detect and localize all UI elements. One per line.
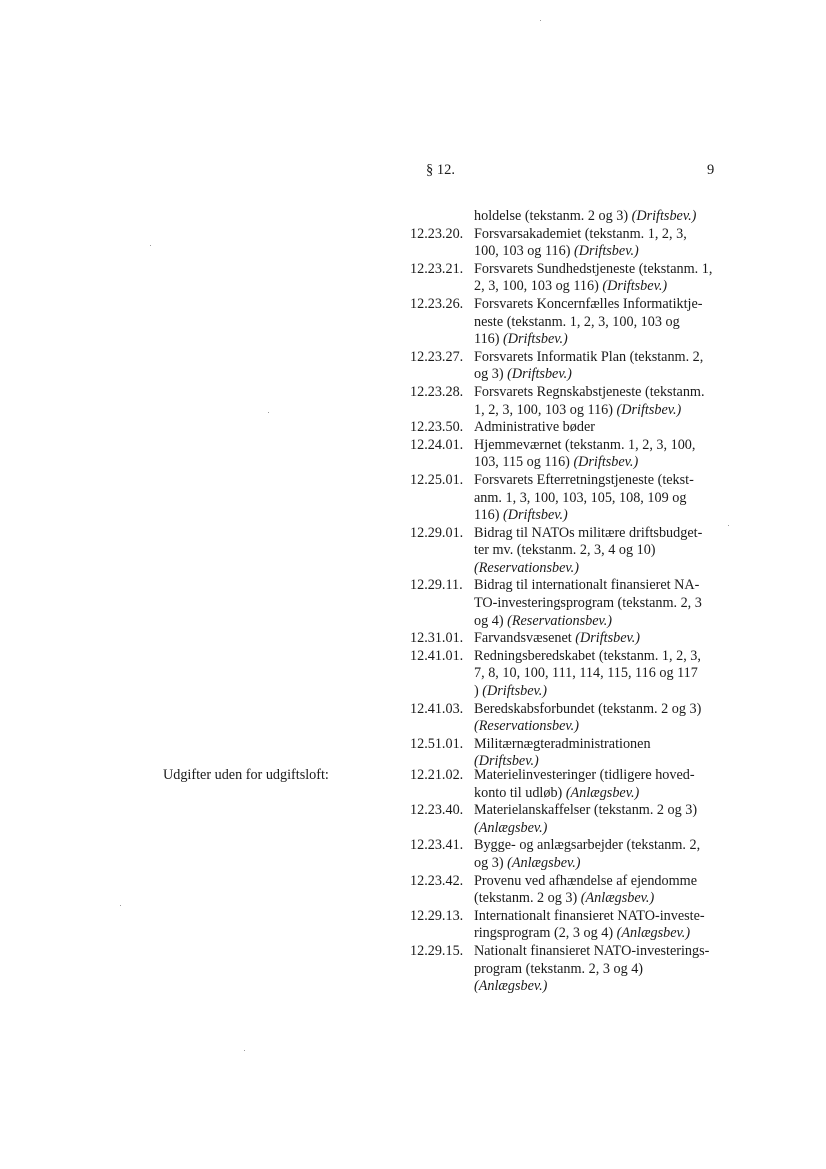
account-description <box>474 577 720 630</box>
appropriation-type: (Driftsbev.) <box>631 208 697 224</box>
appropriation-type: (Driftsbev.) <box>602 278 668 295</box>
account-description-text: Forsvarets Koncernfælles Informatiktje- neste (tekstanm. 1, 2, 3, 100, 103 og 116) <box>474 295 703 348</box>
account-description-text: Provenu ved afhændelse af ejendomme (tekstanm. 2 og 3) <box>474 872 697 907</box>
appropriation-type: (Anlægsbev.) <box>616 925 691 942</box>
scan-speck <box>120 905 121 906</box>
account-code: 12.41.01. <box>410 647 464 664</box>
account-list-outside-ceiling <box>410 767 720 996</box>
account-code: 12.24.01. <box>410 436 464 453</box>
account-description-text: Nationalt finansieret NATO-investerings- program (tekstanm. 2, 3 og 4) <box>474 942 710 977</box>
account-code: 12.29.13. <box>410 907 464 924</box>
account-entry <box>410 802 720 837</box>
account-entry <box>410 208 720 226</box>
appropriation-type: (Driftsbev.) <box>482 683 548 700</box>
appropriation-type: (Driftsbev.) <box>573 243 639 260</box>
account-entry <box>410 349 720 384</box>
account-entry <box>410 296 720 349</box>
account-description <box>474 837 720 872</box>
account-entry <box>410 701 720 736</box>
scan-speck <box>150 245 151 246</box>
account-entry <box>410 384 720 419</box>
account-description <box>474 384 720 419</box>
appropriation-type: (Reservationsbev.) <box>507 612 613 629</box>
account-entry <box>410 648 720 701</box>
account-code: 12.23.21. <box>410 260 464 277</box>
scan-speck <box>540 20 541 21</box>
account-description <box>474 943 720 996</box>
account-description <box>474 296 720 349</box>
account-description <box>474 349 720 384</box>
section-header: § 12. <box>426 162 455 178</box>
appropriation-type: (Anlægsbev.) <box>565 784 640 801</box>
account-entry <box>410 472 720 525</box>
account-description <box>474 437 720 472</box>
appropriation-type: (Anlægsbev.) <box>474 819 548 836</box>
account-entry <box>410 577 720 630</box>
account-code: 12.29.01. <box>410 524 464 541</box>
account-description-text: Beredskabsforbundet (tekstanm. 2 og 3) <box>474 700 702 717</box>
account-entry <box>410 908 720 943</box>
account-description-text: Forsvarets Regnskabstjeneste (tekstanm. 1, 2, 3, 100, 103 og 116) <box>474 383 705 418</box>
account-description-text: Internationalt finansieret NATO-investe- ringsprogram (2, 3 og 4) <box>474 907 705 942</box>
account-code: 12.23.28. <box>410 383 464 400</box>
account-entry <box>410 943 720 996</box>
account-description <box>474 261 720 296</box>
account-description-text: Forsvarets Efterretningstjeneste (tekst- anm. 1, 3, 100, 103, 105, 108, 109 og 116) <box>474 471 694 524</box>
account-code: 12.41.03. <box>410 700 464 717</box>
account-entry <box>410 261 720 296</box>
account-code: 12.21.02. <box>410 767 464 783</box>
account-list-within-ceiling <box>410 208 720 771</box>
account-description-text: Militærnægteradministrationen <box>474 735 651 752</box>
account-description <box>474 525 720 578</box>
account-code: 12.25.01. <box>410 471 464 488</box>
account-code: 12.31.01. <box>410 630 464 647</box>
account-code: 12.23.26. <box>410 295 464 312</box>
account-entry <box>410 736 720 771</box>
account-description <box>474 419 720 437</box>
appropriation-type: (Driftsbev.) <box>507 366 572 383</box>
account-code: 12.23.42. <box>410 872 464 889</box>
account-entry <box>410 419 720 437</box>
scan-speck <box>244 1050 245 1051</box>
appropriation-type: (Reservationsbev.) <box>474 559 579 576</box>
appropriation-type: (Driftsbev.) <box>575 630 641 647</box>
account-entry <box>410 525 720 578</box>
account-description-text: Forsvarets Sundhedstjeneste (tekstanm. 1, 2, 3, 100, 103 og 116) <box>474 260 713 295</box>
appropriation-type: (Driftsbev.) <box>503 507 568 524</box>
account-entry <box>410 837 720 872</box>
account-description <box>474 767 720 802</box>
account-description <box>474 908 720 943</box>
account-code: 12.29.15. <box>410 942 464 959</box>
account-entry <box>410 873 720 908</box>
account-code: 12.51.01. <box>410 735 464 752</box>
account-code: 12.23.50. <box>410 419 464 436</box>
appropriation-type: (Driftsbev.) <box>503 331 568 348</box>
section-label-outside-ceiling: Udgifter uden for udgiftsloft: <box>163 767 329 783</box>
account-description-text: Bygge- og anlægsarbejder (tekstanm. 2, og 3) <box>474 837 701 871</box>
account-description <box>474 701 720 736</box>
account-entry <box>410 437 720 472</box>
scan-speck <box>728 525 729 526</box>
account-description-text: Bidrag til NATOs militære driftsbudget- ter mv. (tekstanm. 2, 3, 4 og 10) <box>474 524 703 559</box>
page-number: 9 <box>707 162 715 178</box>
scan-speck <box>268 412 269 413</box>
account-description <box>474 630 720 648</box>
account-entry <box>410 226 720 261</box>
appropriation-type: (Anlægsbev.) <box>474 978 548 995</box>
account-description <box>474 736 720 771</box>
account-entry <box>410 767 720 802</box>
account-description <box>474 648 720 701</box>
account-code: 12.23.41. <box>410 837 464 854</box>
account-description <box>474 873 720 908</box>
appropriation-type: (Driftsbev.) <box>474 753 539 770</box>
account-description-text: Redningsberedskabet (tekstanm. 1, 2, 3, 7, 8, 10, 100, 111, 114, 115, 116 og 117 ) <box>474 647 701 700</box>
account-description <box>474 472 720 525</box>
account-description-text: Forsvarsakademiet (tekstanm. 1, 2, 3, 100, 103 og 116) <box>474 225 687 260</box>
account-description-text: Materielanskaffelser (tekstanm. 2 og 3) <box>474 802 698 819</box>
account-description <box>474 208 720 226</box>
account-description <box>474 226 720 261</box>
account-code: 12.23.40. <box>410 802 464 819</box>
account-description <box>474 802 720 837</box>
account-description-text: Bidrag til internationalt finansieret NA- TO-investeringsprogram (tekstanm. 2, 3 og 4) <box>474 577 702 629</box>
account-description-text: Farvandsvæsenet <box>474 630 576 647</box>
account-description-text: Hjemmeværnet (tekstanm. 1, 2, 3, 100, 103, 115 og 116) <box>474 436 696 471</box>
appropriation-type: (Driftsbev.) <box>573 454 639 471</box>
account-description-text: holdelse (tekstanm. 2 og 3) <box>474 208 632 224</box>
account-code: 12.29.11. <box>410 577 463 594</box>
account-code: 12.23.20. <box>410 225 464 242</box>
account-description-text: Forsvarets Informatik Plan (tekstanm. 2, og 3) <box>474 348 704 383</box>
appropriation-type: (Anlægsbev.) <box>507 854 581 871</box>
appropriation-type: (Reservationsbev.) <box>474 718 579 735</box>
appropriation-type: (Driftsbev.) <box>616 401 682 418</box>
account-code: 12.23.27. <box>410 348 464 365</box>
account-description-text: Materielinvesteringer (tidligere hoved- konto til udløb) <box>474 767 695 801</box>
appropriation-type: (Anlægsbev.) <box>580 890 655 907</box>
account-entry <box>410 630 720 648</box>
account-description-text: Administrative bøder <box>474 419 595 436</box>
